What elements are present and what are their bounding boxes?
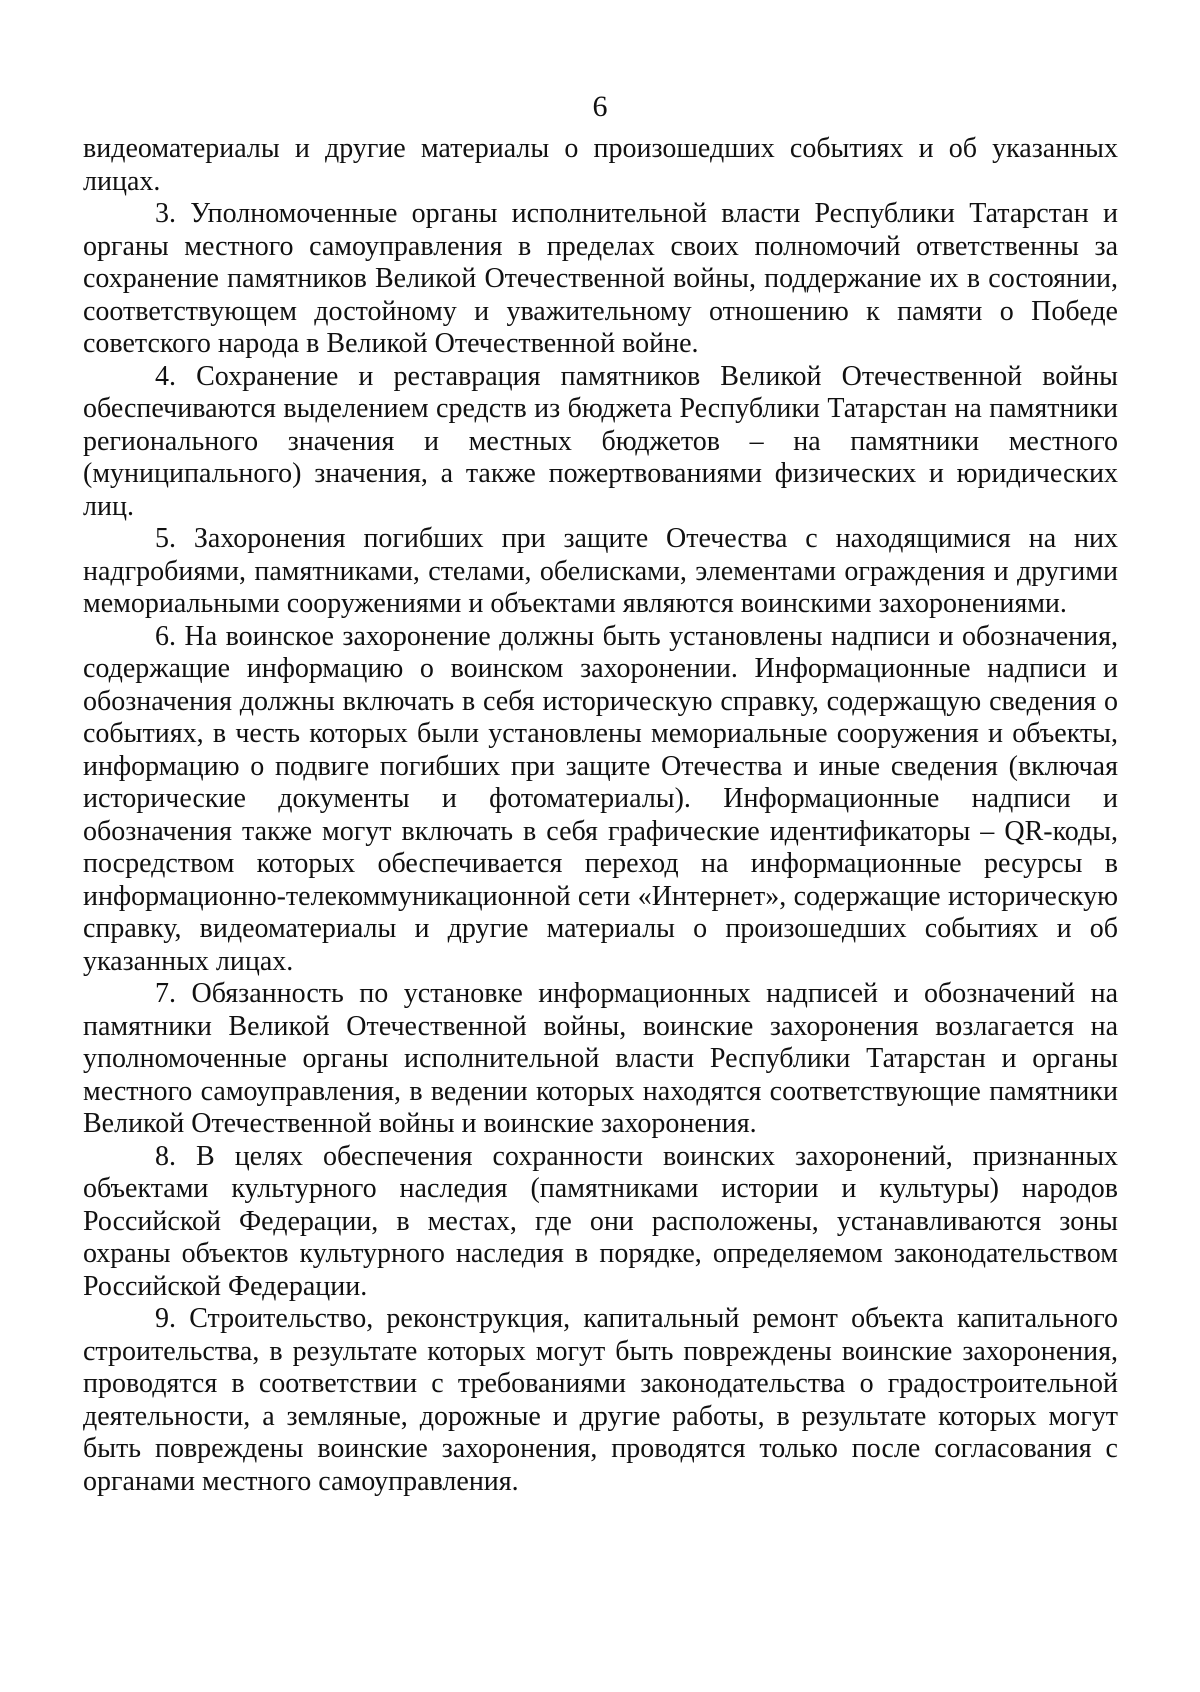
page-number: 6 xyxy=(592,90,608,123)
document-body xyxy=(83,133,1118,1498)
paragraph-6: 6. На воинское захоронение должны быть установлены надписи и обозначения, содержащие информацию о воинском захоронении. Информационные надписи и обозначения должны включать в себя историческую справку, содержащую сведения о событиях, в честь которых были установлены мемориальные сооружения и объекты, информацию о подвиге погибших при защите Отечества и иные сведения (включая исторические документы и фотоматериалы). Информационные надписи и обозначения также могут включать в себя графические идентификаторы – QR-коды, посредством которых обеспечивается переход на информационные ресурсы в информационно-телекоммуникационной сети «Интернет», содержащие историческую справку, видеоматериалы и другие материалы о произошедших событиях и об указанных лицах. xyxy=(83,620,1118,977)
paragraph-3: 3. Уполномоченные органы исполнительной власти Республики Татарстан и органы местного самоуправления в пределах своих полномочий ответственны за сохранение памятников Великой Отечественной войны, поддержание их в состоянии, соответствующем достойному и уважительному отношению к памяти о Победе советского народа в Великой Отечественной войне. xyxy=(83,198,1118,359)
paragraph-8: 8. В целях обеспечения сохранности воинских захоронений, признанных объектами культурного наследия (памятниками истории и культуры) народов Российской Федерации, в местах, где они расположены, устанавливаются зоны охраны объектов культурного наследия в порядке, определяемом законодательством Российской Федерации. xyxy=(83,1140,1118,1302)
paragraph-9: 9. Строительство, реконструкция, капитальный ремонт объекта капитального строительства, в результате которых могут быть повреждены воинские захоронения, проводятся в соответствии с требованиями законодательства о градостроительной деятельности, а земляные, дорожные и другие работы, в результате которых могут быть повреждены воинские захоронения, проводятся только после согласования с органами местного самоуправления. xyxy=(83,1303,1118,1497)
paragraph-4: 4. Сохранение и реставрация памятников Великой Отечественной войны обеспечиваются выделением средств из бюджета Республики Татарстан на памятники регионального значения и местных бюджетов – на памятники местного (муниципального) значения, а также пожертвованиями физических и юридических лиц. xyxy=(83,360,1118,522)
paragraph-7: 7. Обязанность по установке информационных надписей и обозначений на памятники Великой Отечественной войны, воинские захоронения возлагается на уполномоченные органы исполнительной власти Республики Татарстан и органы местного самоуправления, в ведении которых находятся соответствующие памятники Великой Отечественной войны и воинские захоронения. xyxy=(83,978,1118,1139)
paragraph-continuation: видеоматериалы и другие материалы о произошедших событиях и об указанных лицах. xyxy=(83,133,1118,197)
paragraph-5: 5. Захоронения погибших при защите Отечества с находящимися на них надгробиями, памятниками, стелами, обелисками, элементами ограждения и другими мемориальными сооружениями и объектами являются воинскими захоронениями. xyxy=(83,523,1118,619)
